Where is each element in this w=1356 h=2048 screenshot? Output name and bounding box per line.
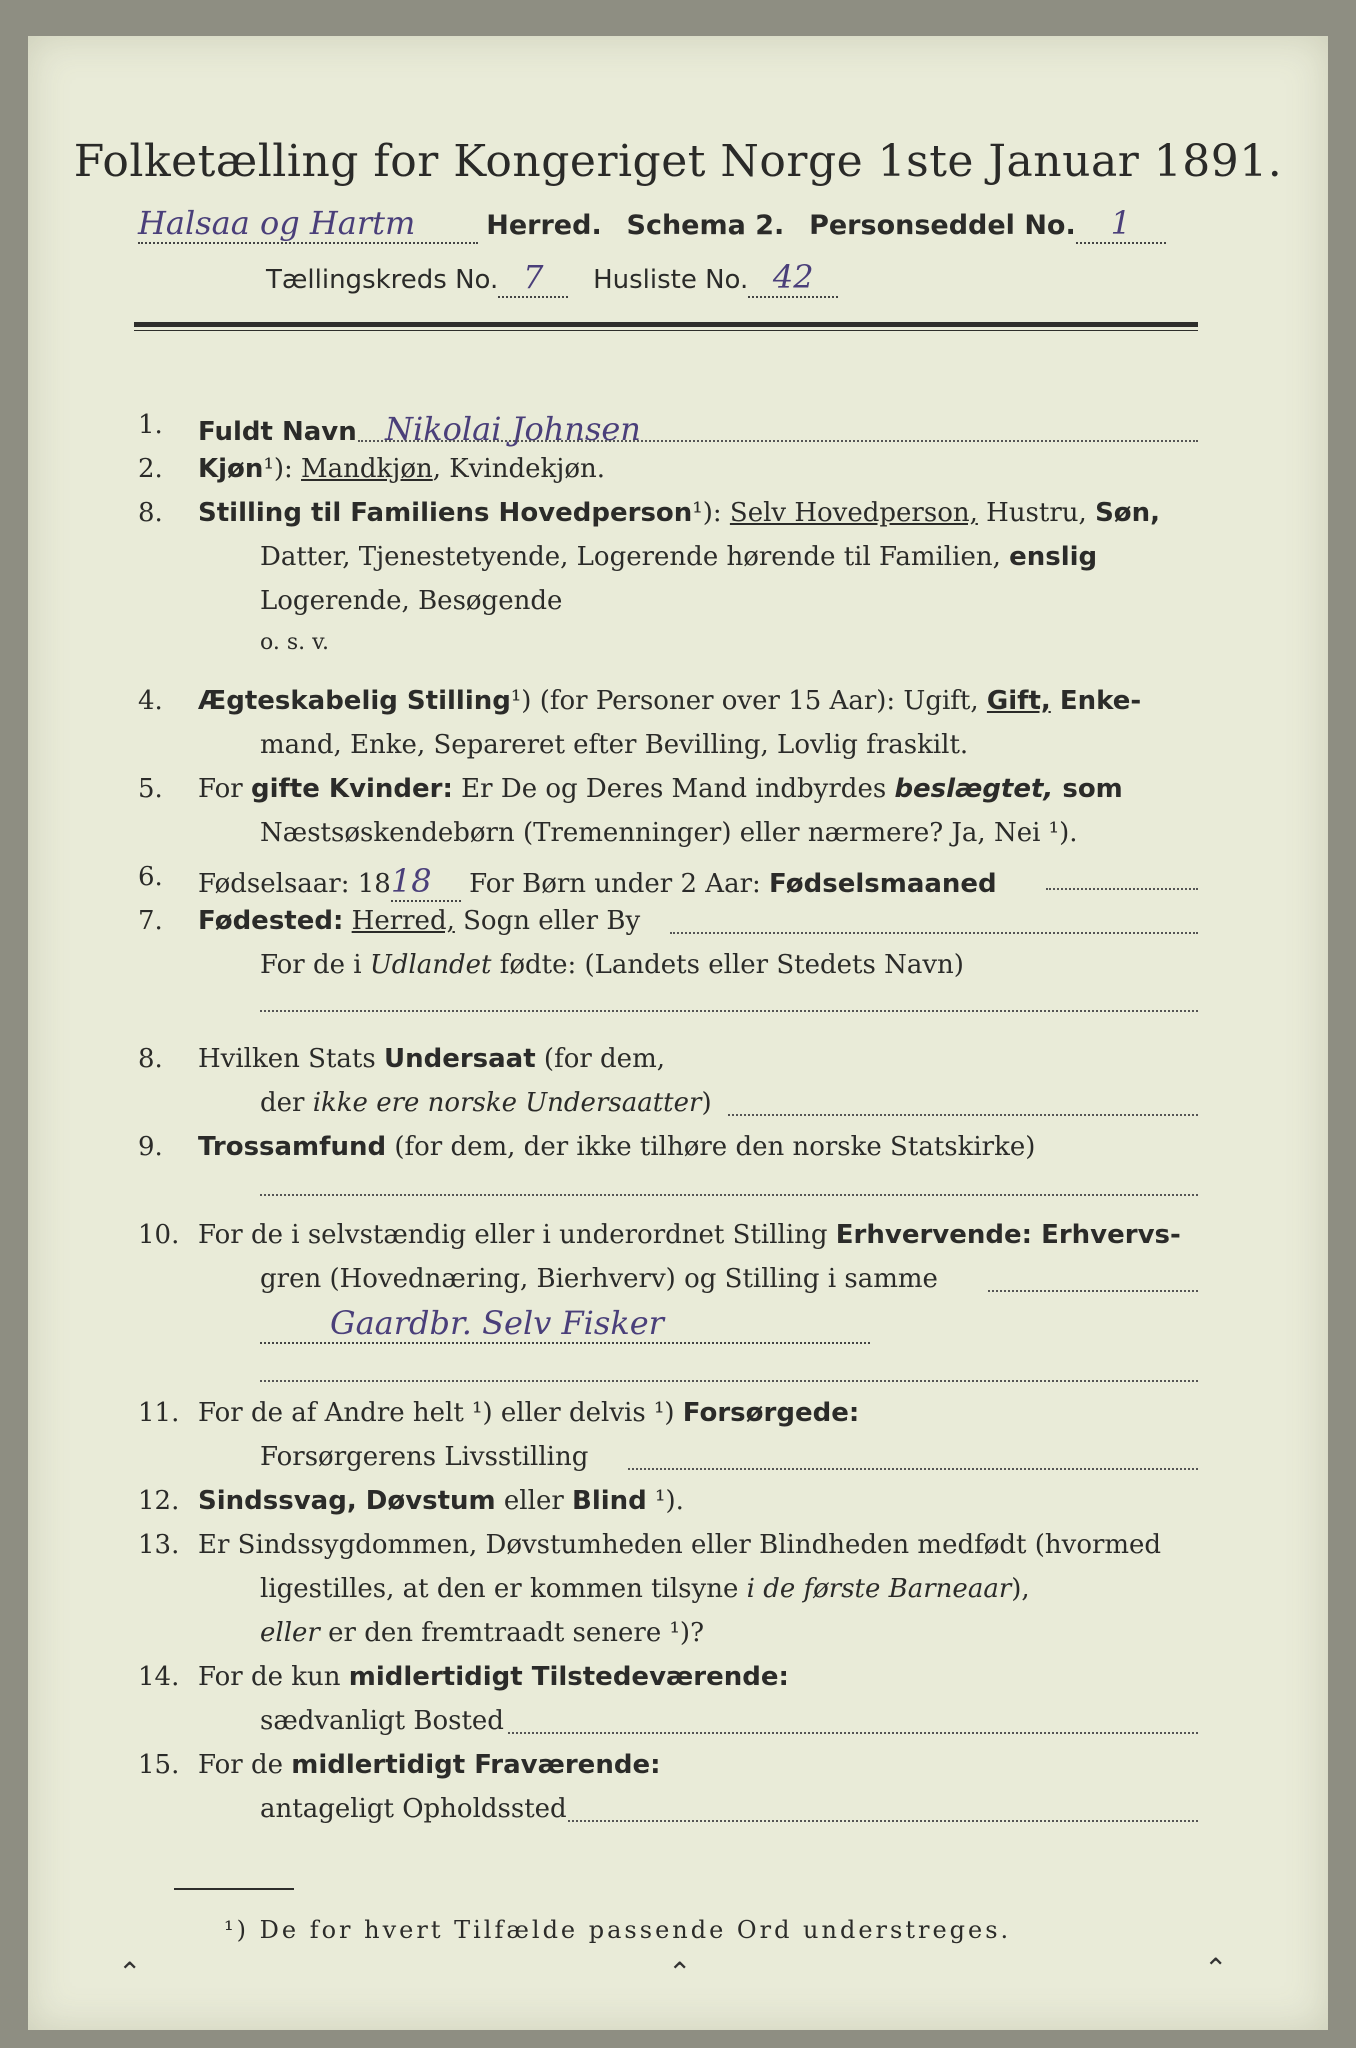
q10-occupation-value: Gaardbr. Selv Fisker [260,1304,870,1344]
q15-line2: antageligt Opholdssted [260,1794,567,1824]
footnote: ¹) De for hvert Tilfælde passende Ord understreges. [224,1916,1012,1944]
q12-number: 12. [138,1486,180,1516]
schema-label: Schema 2. [626,210,785,241]
q2-row [198,454,605,484]
q15-row [198,1750,660,1780]
q2-option-mandkjon: Mandkjøn [301,454,433,484]
header-double-rule-thin [134,330,1198,331]
q3-rest: Hustru, [977,498,1096,528]
q3-row [198,498,1160,528]
q3-enslig: enslig [1009,542,1098,572]
husliste-label: Husliste No. [593,265,749,295]
q11-fill-line [628,1468,1198,1470]
q10-bold: Erhvervende: [835,1220,1033,1250]
q1-number: 1. [138,410,163,440]
q1-row [198,410,641,448]
q9-fill-line [260,1194,1198,1196]
q14-fill-line [508,1732,1198,1734]
q8-row [198,1044,665,1074]
q15-pre: For de [198,1750,292,1780]
q8-line2-ital: ikke ere norske Undersaatter [312,1088,702,1118]
footnote-rule [174,1888,294,1890]
q3-line2-text: Datter, Tjenestetyende, Logerende hørende til Familien, [260,542,1001,572]
q7-row [198,906,640,936]
q6-prefix: 18 [349,869,391,899]
q11-line2: Forsørgerens Livsstilling [260,1442,589,1472]
q8-line2 [260,1088,712,1118]
q10-number: 10. [138,1220,180,1250]
q11-row [198,1398,859,1428]
q5-number: 5. [138,774,163,804]
q8-line2-rest: ) [701,1088,712,1118]
q2-option-kvindekjon: , Kvindekjøn. [432,454,605,484]
q6-label: Fødselsaar: [198,869,350,899]
q14-number: 14. [138,1662,180,1692]
q11-pre: For de af Andre helt ¹) eller delvis ¹) [198,1398,683,1428]
q6-year-value: 18 [391,862,461,902]
q1-fill-line [358,440,1198,442]
q8-pre: Hvilken Stats [198,1044,384,1074]
q9-row [198,1132,1035,1162]
q3-selected: Selv Hovedperson, [729,498,978,528]
q5-text: Er De og Deres Mand indbyrdes [452,774,895,804]
q4-line2: mand, Enke, Separeret efter Bevilling, Lovlig fraskilt. [260,730,969,760]
q8-number: 8. [138,1044,163,1074]
herred-line [138,204,1166,244]
q5-line2: Næstsøskendebørn (Tremenninger) eller nærmere? Ja, Nei ¹). [260,818,1078,848]
q1-name-value: Nikolai Johnsen [385,410,641,448]
q3-line2 [260,542,1097,572]
q11-number: 11. [138,1398,180,1428]
q4-enke: Enke- [1050,686,1142,716]
q13-line2 [260,1574,1030,1604]
q7-fill-line2 [260,1010,1198,1012]
q10-row [198,1220,1181,1250]
q8-bold: Undersaat [383,1044,536,1074]
q2-sup: ¹): [263,454,293,484]
q3-son: Søn, [1095,498,1161,528]
corner-mark-left: ⌃ [118,1956,142,1989]
q6-number: 6. [138,862,163,892]
q12-row [198,1486,684,1516]
kreds-number: 7 [498,258,568,298]
q13-line3-ital: eller [260,1618,320,1648]
q7-line2-pre: For de i [260,950,370,980]
q8-rest: (for dem, [535,1044,665,1074]
q15-number: 15. [138,1750,180,1780]
q5-row [198,774,1123,804]
husliste-number: 42 [748,258,838,298]
q10-fill-line [988,1290,1198,1292]
q7-line2-ital: Udlandet [369,950,492,980]
q5-pre: For [198,774,251,804]
q10-line3 [260,1304,870,1344]
q10-pre: For de i selvstændig eller i underordnet Stilling [198,1220,836,1250]
q5-bold: gifte Kvinder: [250,774,453,804]
q3-number: 8. [138,498,163,528]
q7-rest: Sogn eller By [454,906,641,936]
q13-row: Er Sindssygdommen, Døvstumheden eller Blindheden medfødt (hvormed [198,1530,1162,1560]
q4-text: (for Personer over 15 Aar): Ugift, [531,686,987,716]
q12-rest: eller [495,1486,573,1516]
q3-line3: Logerende, Besøgende [260,586,563,616]
q8-fill-line [728,1114,1198,1116]
q2-number: 2. [138,454,163,484]
kreds-line [266,258,838,298]
q14-pre: For de kun [198,1662,349,1692]
q12-bold: Sindssvag, Døvstum [198,1486,496,1516]
q4-label: Ægteskabelig Stilling [198,686,511,716]
q6-fill-line [1046,888,1198,890]
census-form-sheet [28,36,1328,2030]
corner-mark-right: ⌃ [1204,1952,1228,1985]
q9-number: 9. [138,1132,163,1162]
q10-fill-line2 [260,1380,1198,1382]
q4-gift: Gift, [986,686,1051,716]
corner-mark-center: ⌃ [668,1956,692,1989]
herred-handwritten: Halsaa og Hartm [138,204,478,244]
kreds-label: Tællingskreds No. [266,265,499,295]
q10-line2: gren (Hovednæring, Bierhverv) og Stilling i samme [260,1264,938,1294]
q14-line2: sædvanligt Bosted [260,1706,504,1736]
q13-line2-pre: ligestilles, at den er kommen tilsyne [260,1574,747,1604]
q12-sup: ¹). [646,1486,684,1516]
q2-label: Kjøn [198,454,264,484]
q4-row [198,686,1141,716]
q6-row [198,862,997,902]
q10-bold2: Erhvervs- [1032,1220,1181,1250]
q13-number: 13. [138,1530,180,1560]
q14-bold: midlertidigt Tilstedeværende: [348,1662,789,1692]
q13-line3-rest: er den fremtraadt senere ¹)? [319,1618,705,1648]
q4-number: 4. [138,686,163,716]
q3-sup: ¹): [692,498,722,528]
q3-line4: o. s. v. [260,630,329,655]
q7-line2 [260,950,964,980]
q7-line2-rest: fødte: (Landets eller Stedets Navn) [491,950,964,980]
q7-fill-line [670,932,1198,934]
q4-sup: ¹) [510,686,532,716]
q13-line3 [260,1618,704,1648]
header-double-rule [134,322,1198,327]
q9-bold: Trossamfund [198,1132,387,1162]
herred-label: Herred. [486,210,602,241]
q7-herred: Herred, [351,906,455,936]
form-title: Folketælling for Kongeriget Norge 1ste Januar 1891. [73,136,1283,187]
q5-beslaegtet: beslægtet, [894,774,1054,804]
q3-label: Stilling til Familiens Hovedperson [198,498,693,528]
q12-bold2: Blind [572,1486,647,1516]
q6-bold: Fødselsmaaned [769,869,997,899]
q5-som: som [1053,774,1123,804]
q14-row [198,1662,789,1692]
q11-bold: Forsørgede: [682,1398,860,1428]
q7-number: 7. [138,906,163,936]
q8-line2-pre: der [260,1088,313,1118]
q6-rest: For Børn under 2 Aar: [460,869,770,899]
q15-bold: midlertidigt Fraværende: [291,1750,661,1780]
q1-label: Fuldt Navn [198,417,357,447]
personseddel-label: Personseddel No. [809,210,1076,241]
q13-line2-rest: ), [1011,1574,1030,1604]
personseddel-number: 1 [1076,204,1166,244]
q15-fill-line [568,1820,1198,1822]
q13-line2-ital: i de første Barneaar [746,1574,1012,1604]
q9-rest: (for dem, der ikke tilhøre den norske Statskirke) [386,1132,1036,1162]
q7-label: Fødested: [198,906,344,936]
